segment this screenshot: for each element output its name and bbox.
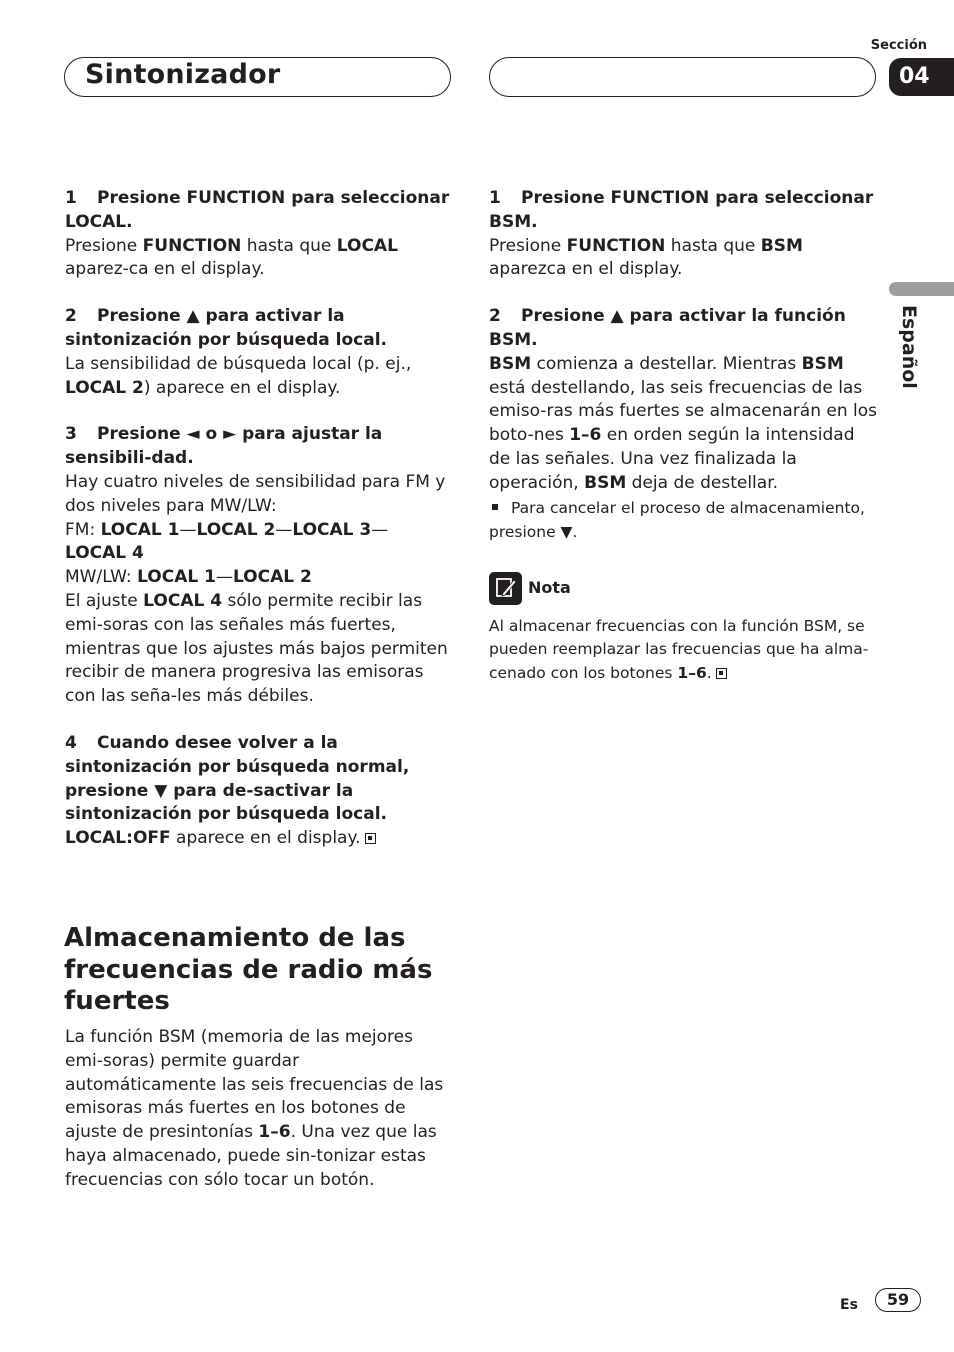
note-text: Al almacenar frecuencias con la función BSM, se pueden reemplazar las frecuencias que ha alma-cenado con los botones 1–6.	[489, 616, 869, 682]
language-tab-bar	[889, 282, 954, 296]
section-title-frame	[64, 57, 451, 97]
section-label: Sección	[870, 38, 927, 53]
bsm-step-1-body: Presione FUNCTION hasta que BSM aparezca en el display.	[489, 235, 803, 280]
section-title: Sintonizador	[85, 59, 281, 90]
language-code: Es	[840, 1297, 858, 1313]
bsm-step-2-body: BSM comienza a destellar. Mientras BSM está destellando, las seis frecuencias de las emiso-ras más fuertes se almacenarán en los boto-nes 1–6 en orden según la intensidad de las señales. Una vez finalizada la operación, BSM deja de destellar.	[489, 353, 877, 493]
language-label: Español	[898, 305, 920, 389]
step-3-detail: El ajuste LOCAL 4 sólo permite recibir las emi-soras con las señales más fuertes, mientras que los ajustes más bajos permiten recibir de manera progresiva las emisoras con las seña-les más débiles.	[65, 590, 448, 707]
step-3-title: 3 Presione ◄ o ► para ajustar la sensibili-dad.	[65, 424, 383, 469]
bsm-step-2-title: 2 Presione ▲ para activar la función BSM.	[489, 306, 846, 350]
mwlw-levels: MW/LW: LOCAL 1—LOCAL 2	[65, 567, 312, 588]
bsm-step-1-title: 1 Presione FUNCTION para seleccionar BSM.	[489, 188, 874, 232]
step-4-title: 4 Cuando desee volver a la sintonización por búsqueda normal, presione ▼ para de-sactivar la sintonización por búsqueda local.	[65, 732, 410, 825]
note-pencil-icon	[489, 572, 522, 605]
left-column	[65, 187, 453, 851]
note-title: Nota	[528, 578, 571, 598]
note-header	[489, 572, 879, 605]
bsm-intro: La función BSM (memoria de las mejores emi-soras) permite guardar automáticamente las seis frecuencias de las emisoras más fuertes en los botones de ajuste de presintonías 1–6. Una vez que las haya almacenado, puede sin-tonizar estas frecuencias con sólo tocar un botón.	[65, 1027, 444, 1190]
page-number: 59	[875, 1288, 921, 1312]
header-blank-frame	[489, 57, 876, 97]
cancel-bullet: Para cancelar el proceso de almacenamiento, presione ▼.	[489, 498, 865, 541]
fm-levels: FM: LOCAL 1—LOCAL 2—LOCAL 3— LOCAL 4	[65, 519, 389, 564]
step-1-title: 1 Presione FUNCTION para seleccionar LOCAL.	[65, 188, 450, 232]
end-mark-icon	[365, 833, 376, 844]
right-column	[489, 187, 879, 685]
step-3-body: Hay cuatro niveles de sensibilidad para FM y dos niveles para MW/LW:	[65, 471, 446, 516]
bullet-icon	[492, 504, 498, 510]
end-mark-icon	[716, 668, 727, 679]
section-number-tab: 04	[889, 58, 954, 96]
bsm-heading: Almacenamiento de las frecuencias de radio más fuertes	[64, 923, 433, 1016]
step-1-body: Presione FUNCTION hasta que LOCAL aparez-ca en el display.	[65, 235, 398, 280]
step-2-title: 2 Presione ▲ para activar la sintonización por búsqueda local.	[65, 306, 387, 350]
step-4-body: LOCAL:OFF aparece en el display.	[65, 827, 453, 851]
step-2-body: La sensibilidad de búsqueda local (p. ej., LOCAL 2) aparece en el display.	[65, 353, 412, 398]
